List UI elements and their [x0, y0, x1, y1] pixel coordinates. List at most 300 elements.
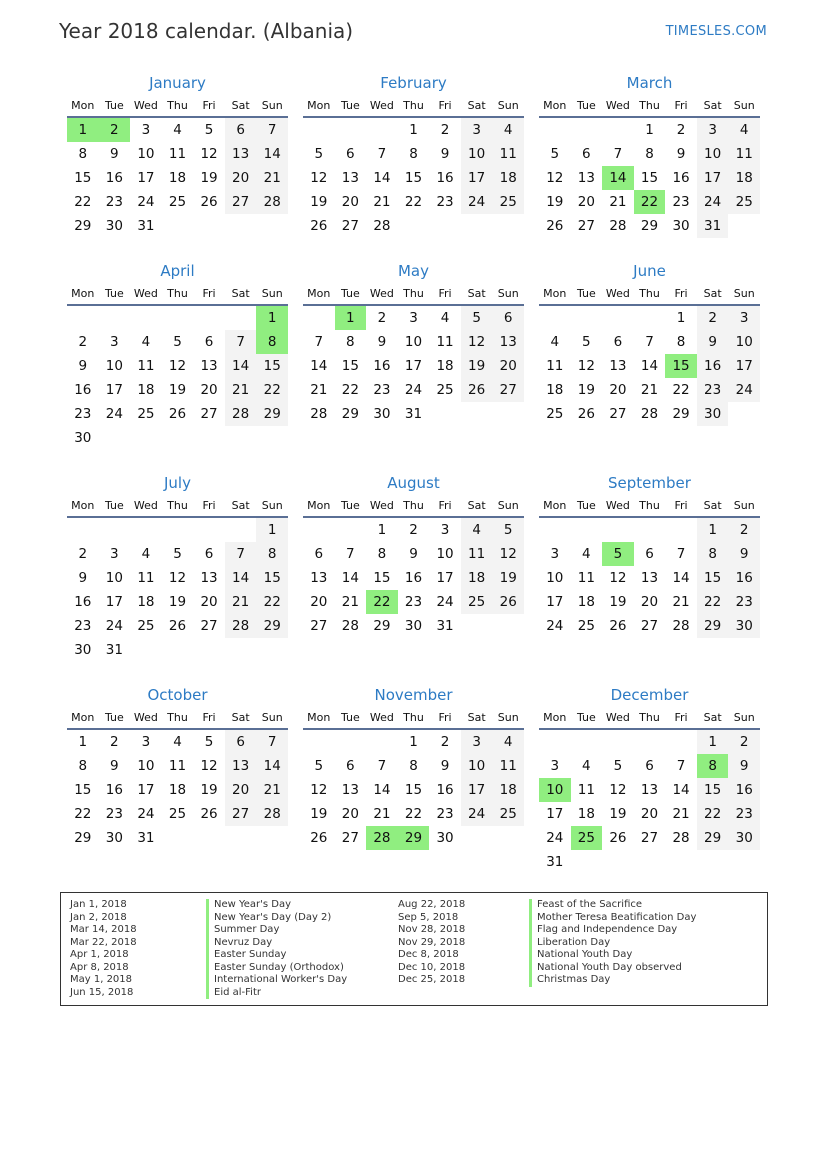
- day-cell[interactable]: 8: [377, 546, 387, 562]
- holiday-day-cell[interactable]: 1: [67, 118, 99, 142]
- day-cell[interactable]: 20: [225, 778, 257, 802]
- day-cell[interactable]: 19: [200, 782, 218, 798]
- day-cell[interactable]: 17: [137, 782, 155, 798]
- day-cell[interactable]: 8: [78, 146, 88, 162]
- day-cell[interactable]: 9: [409, 546, 418, 562]
- day-cell[interactable]: 23: [105, 194, 123, 210]
- day-cell[interactable]: 21: [640, 382, 659, 398]
- day-cell[interactable]: 19: [168, 594, 187, 610]
- day-cell[interactable]: 4: [173, 734, 182, 750]
- day-cell[interactable]: 19: [200, 170, 218, 186]
- day-cell[interactable]: 22: [74, 194, 92, 210]
- day-cell[interactable]: 6: [492, 306, 524, 330]
- day-cell[interactable]: 30: [105, 830, 123, 846]
- day-cell[interactable]: 25: [168, 194, 187, 210]
- day-cell[interactable]: 23: [728, 802, 760, 826]
- day-cell[interactable]: 9: [110, 758, 119, 774]
- day-cell[interactable]: 24: [728, 378, 760, 402]
- day-cell[interactable]: 8: [645, 146, 654, 162]
- day-cell[interactable]: 7: [225, 330, 257, 354]
- day-cell[interactable]: 14: [225, 354, 257, 378]
- day-cell[interactable]: 9: [676, 146, 686, 162]
- day-cell[interactable]: 18: [492, 778, 524, 802]
- day-cell[interactable]: 1: [409, 734, 418, 750]
- day-cell[interactable]: 7: [314, 334, 324, 350]
- day-cell[interactable]: 20: [225, 166, 257, 190]
- day-cell[interactable]: 5: [582, 334, 591, 350]
- day-cell[interactable]: 14: [373, 170, 391, 186]
- day-cell[interactable]: 9: [728, 754, 760, 778]
- day-cell[interactable]: 24: [546, 618, 564, 634]
- day-cell[interactable]: 25: [492, 190, 524, 214]
- day-cell[interactable]: 12: [310, 782, 328, 798]
- day-cell[interactable]: 10: [137, 758, 155, 774]
- day-cell[interactable]: 22: [672, 382, 690, 398]
- day-cell[interactable]: 18: [436, 358, 454, 374]
- day-cell[interactable]: 23: [672, 194, 690, 210]
- day-cell[interactable]: 17: [461, 166, 493, 190]
- day-cell[interactable]: 16: [74, 594, 92, 610]
- day-cell[interactable]: 10: [137, 146, 155, 162]
- day-cell[interactable]: 13: [200, 358, 218, 374]
- day-cell[interactable]: 29: [373, 618, 391, 634]
- day-cell[interactable]: 3: [550, 546, 560, 562]
- day-cell[interactable]: 3: [728, 306, 760, 330]
- day-cell[interactable]: 4: [173, 122, 182, 138]
- holiday-day-cell[interactable]: 5: [602, 542, 634, 566]
- day-cell[interactable]: 18: [137, 594, 155, 610]
- day-cell[interactable]: 18: [577, 806, 595, 822]
- day-cell[interactable]: 30: [404, 618, 423, 634]
- day-cell[interactable]: 28: [225, 614, 257, 638]
- day-cell[interactable]: 17: [105, 594, 123, 610]
- day-cell[interactable]: 29: [640, 218, 659, 234]
- day-cell[interactable]: 1: [676, 310, 686, 326]
- day-cell[interactable]: 15: [697, 566, 729, 590]
- day-cell[interactable]: 15: [256, 354, 288, 378]
- day-cell[interactable]: 23: [728, 590, 760, 614]
- day-cell[interactable]: 12: [461, 330, 493, 354]
- day-cell[interactable]: 16: [404, 570, 423, 586]
- day-cell[interactable]: 2: [409, 522, 418, 538]
- day-cell[interactable]: 16: [672, 170, 690, 186]
- day-cell[interactable]: 2: [697, 306, 729, 330]
- day-cell[interactable]: 21: [672, 594, 690, 610]
- day-cell[interactable]: 2: [110, 734, 119, 750]
- day-cell[interactable]: 15: [404, 170, 423, 186]
- day-cell[interactable]: 4: [141, 546, 151, 562]
- holiday-day-cell[interactable]: 22: [366, 590, 398, 614]
- day-cell[interactable]: 5: [550, 146, 560, 162]
- day-cell[interactable]: 30: [373, 406, 391, 422]
- day-cell[interactable]: 9: [110, 146, 119, 162]
- day-cell[interactable]: 19: [577, 382, 595, 398]
- day-cell[interactable]: 13: [225, 142, 257, 166]
- day-cell[interactable]: 28: [373, 218, 391, 234]
- day-cell[interactable]: 26: [168, 618, 187, 634]
- day-cell[interactable]: 8: [256, 542, 288, 566]
- day-cell[interactable]: 2: [676, 122, 686, 138]
- day-cell[interactable]: 1: [697, 730, 729, 754]
- day-cell[interactable]: 30: [74, 430, 92, 446]
- day-cell[interactable]: 13: [640, 570, 659, 586]
- day-cell[interactable]: 25: [492, 802, 524, 826]
- day-cell[interactable]: 23: [436, 806, 454, 822]
- day-cell[interactable]: 22: [697, 590, 729, 614]
- day-cell[interactable]: 1: [697, 518, 729, 542]
- day-cell[interactable]: 12: [609, 782, 627, 798]
- day-cell[interactable]: 20: [341, 194, 359, 210]
- day-cell[interactable]: 26: [577, 406, 595, 422]
- day-cell[interactable]: 16: [105, 782, 123, 798]
- day-cell[interactable]: 14: [225, 566, 257, 590]
- day-cell[interactable]: 8: [409, 146, 418, 162]
- day-cell[interactable]: 4: [141, 334, 151, 350]
- day-cell[interactable]: 24: [404, 382, 423, 398]
- day-cell[interactable]: 19: [609, 806, 627, 822]
- day-cell[interactable]: 14: [256, 142, 288, 166]
- day-cell[interactable]: 4: [728, 118, 760, 142]
- day-cell[interactable]: 20: [310, 594, 328, 610]
- day-cell[interactable]: 21: [373, 194, 391, 210]
- day-cell[interactable]: 27: [341, 830, 359, 846]
- day-cell[interactable]: 21: [373, 806, 391, 822]
- day-cell[interactable]: 4: [582, 546, 591, 562]
- day-cell[interactable]: 8: [676, 334, 686, 350]
- day-cell[interactable]: 20: [341, 806, 359, 822]
- day-cell[interactable]: 7: [645, 334, 654, 350]
- day-cell[interactable]: 3: [440, 522, 450, 538]
- holiday-day-cell[interactable]: 29: [398, 826, 430, 850]
- day-cell[interactable]: 25: [546, 406, 564, 422]
- day-cell[interactable]: 9: [377, 334, 387, 350]
- day-cell[interactable]: 11: [577, 782, 595, 798]
- day-cell[interactable]: 6: [225, 730, 257, 754]
- day-cell[interactable]: 12: [577, 358, 595, 374]
- holiday-day-cell[interactable]: 28: [366, 826, 398, 850]
- day-cell[interactable]: 26: [310, 218, 328, 234]
- day-cell[interactable]: 16: [74, 382, 92, 398]
- day-cell[interactable]: 29: [697, 614, 729, 638]
- day-cell[interactable]: 13: [492, 330, 524, 354]
- day-cell[interactable]: 4: [492, 118, 524, 142]
- day-cell[interactable]: 28: [256, 802, 288, 826]
- day-cell[interactable]: 2: [78, 334, 88, 350]
- day-cell[interactable]: 24: [436, 594, 454, 610]
- day-cell[interactable]: 10: [546, 570, 564, 586]
- day-cell[interactable]: 17: [436, 570, 454, 586]
- day-cell[interactable]: 22: [74, 806, 92, 822]
- day-cell[interactable]: 26: [609, 618, 627, 634]
- day-cell[interactable]: 1: [645, 122, 654, 138]
- day-cell[interactable]: 17: [461, 778, 493, 802]
- day-cell[interactable]: 14: [373, 782, 391, 798]
- day-cell[interactable]: 22: [256, 590, 288, 614]
- day-cell[interactable]: 30: [672, 218, 690, 234]
- day-cell[interactable]: 14: [640, 358, 659, 374]
- day-cell[interactable]: 14: [310, 358, 328, 374]
- day-cell[interactable]: 24: [461, 190, 493, 214]
- day-cell[interactable]: 16: [373, 358, 391, 374]
- day-cell[interactable]: 5: [613, 758, 623, 774]
- day-cell[interactable]: 15: [404, 782, 423, 798]
- day-cell[interactable]: 10: [105, 358, 123, 374]
- day-cell[interactable]: 31: [436, 618, 454, 634]
- day-cell[interactable]: 15: [341, 358, 359, 374]
- day-cell[interactable]: 25: [168, 806, 187, 822]
- day-cell[interactable]: 17: [137, 170, 155, 186]
- day-cell[interactable]: 8: [78, 758, 88, 774]
- day-cell[interactable]: 30: [436, 830, 454, 846]
- day-cell[interactable]: 19: [546, 194, 564, 210]
- day-cell[interactable]: 24: [105, 618, 123, 634]
- day-cell[interactable]: 29: [74, 830, 92, 846]
- day-cell[interactable]: 20: [609, 382, 627, 398]
- day-cell[interactable]: 23: [436, 194, 454, 210]
- day-cell[interactable]: 2: [440, 122, 450, 138]
- day-cell[interactable]: 12: [200, 758, 218, 774]
- day-cell[interactable]: 20: [492, 354, 524, 378]
- day-cell[interactable]: 10: [404, 334, 423, 350]
- day-cell[interactable]: 4: [461, 518, 493, 542]
- day-cell[interactable]: 9: [697, 330, 729, 354]
- day-cell[interactable]: 18: [546, 382, 564, 398]
- day-cell[interactable]: 30: [105, 218, 123, 234]
- day-cell[interactable]: 26: [609, 830, 627, 846]
- day-cell[interactable]: 7: [377, 146, 387, 162]
- day-cell[interactable]: 10: [697, 142, 729, 166]
- day-cell[interactable]: 27: [341, 218, 359, 234]
- day-cell[interactable]: 25: [461, 590, 493, 614]
- day-cell[interactable]: 11: [461, 542, 493, 566]
- day-cell[interactable]: 22: [697, 802, 729, 826]
- day-cell[interactable]: 23: [105, 806, 123, 822]
- day-cell[interactable]: 14: [256, 754, 288, 778]
- day-cell[interactable]: 30: [697, 402, 729, 426]
- day-cell[interactable]: 12: [168, 570, 187, 586]
- day-cell[interactable]: 10: [461, 142, 493, 166]
- day-cell[interactable]: 3: [110, 334, 119, 350]
- day-cell[interactable]: 26: [461, 378, 493, 402]
- day-cell[interactable]: 9: [728, 542, 760, 566]
- day-cell[interactable]: 4: [440, 310, 450, 326]
- day-cell[interactable]: 9: [440, 146, 450, 162]
- holiday-day-cell[interactable]: 1: [335, 306, 367, 330]
- day-cell[interactable]: 26: [310, 830, 328, 846]
- day-cell[interactable]: 7: [225, 542, 257, 566]
- day-cell[interactable]: 16: [728, 778, 760, 802]
- day-cell[interactable]: 30: [728, 826, 760, 850]
- day-cell[interactable]: 27: [225, 802, 257, 826]
- day-cell[interactable]: 7: [256, 730, 288, 754]
- day-cell[interactable]: 27: [577, 218, 595, 234]
- day-cell[interactable]: 5: [314, 758, 324, 774]
- day-cell[interactable]: 10: [105, 570, 123, 586]
- day-cell[interactable]: 20: [200, 382, 218, 398]
- day-cell[interactable]: 12: [168, 358, 187, 374]
- day-cell[interactable]: 29: [74, 218, 92, 234]
- day-cell[interactable]: 16: [697, 354, 729, 378]
- day-cell[interactable]: 24: [697, 190, 729, 214]
- day-cell[interactable]: 23: [74, 618, 92, 634]
- day-cell[interactable]: 13: [310, 570, 328, 586]
- day-cell[interactable]: 11: [168, 758, 187, 774]
- day-cell[interactable]: 28: [310, 406, 328, 422]
- day-cell[interactable]: 13: [225, 754, 257, 778]
- day-cell[interactable]: 27: [492, 378, 524, 402]
- day-cell[interactable]: 31: [105, 642, 123, 658]
- day-cell[interactable]: 29: [256, 614, 288, 638]
- day-cell[interactable]: 11: [577, 570, 595, 586]
- day-cell[interactable]: 27: [609, 406, 627, 422]
- day-cell[interactable]: 6: [582, 146, 591, 162]
- day-cell[interactable]: 5: [204, 122, 214, 138]
- day-cell[interactable]: 25: [436, 382, 454, 398]
- day-cell[interactable]: 1: [409, 122, 418, 138]
- brand-link[interactable]: TIMESLES.COM: [665, 24, 767, 39]
- day-cell[interactable]: 18: [577, 594, 595, 610]
- day-cell[interactable]: 19: [609, 594, 627, 610]
- day-cell[interactable]: 9: [440, 758, 450, 774]
- day-cell[interactable]: 19: [310, 194, 328, 210]
- day-cell[interactable]: 28: [672, 618, 690, 634]
- day-cell[interactable]: 28: [256, 190, 288, 214]
- day-cell[interactable]: 17: [546, 594, 564, 610]
- day-cell[interactable]: 22: [256, 378, 288, 402]
- day-cell[interactable]: 24: [137, 806, 155, 822]
- holiday-day-cell[interactable]: 25: [571, 826, 603, 850]
- day-cell[interactable]: 21: [256, 166, 288, 190]
- holiday-day-cell[interactable]: 8: [256, 330, 288, 354]
- day-cell[interactable]: 23: [373, 382, 391, 398]
- day-cell[interactable]: 14: [341, 570, 359, 586]
- day-cell[interactable]: 31: [137, 218, 155, 234]
- day-cell[interactable]: 16: [105, 170, 123, 186]
- day-cell[interactable]: 24: [105, 406, 123, 422]
- day-cell[interactable]: 6: [204, 546, 214, 562]
- day-cell[interactable]: 24: [546, 830, 564, 846]
- day-cell[interactable]: 9: [78, 570, 88, 586]
- day-cell[interactable]: 16: [436, 782, 454, 798]
- day-cell[interactable]: 26: [546, 218, 564, 234]
- day-cell[interactable]: 19: [310, 806, 328, 822]
- day-cell[interactable]: 23: [404, 594, 423, 610]
- day-cell[interactable]: 12: [609, 570, 627, 586]
- day-cell[interactable]: 31: [137, 830, 155, 846]
- day-cell[interactable]: 17: [105, 382, 123, 398]
- day-cell[interactable]: 10: [728, 330, 760, 354]
- day-cell[interactable]: 5: [173, 546, 182, 562]
- day-cell[interactable]: 29: [697, 826, 729, 850]
- day-cell[interactable]: 14: [672, 570, 690, 586]
- day-cell[interactable]: 6: [645, 758, 654, 774]
- holiday-day-cell[interactable]: 10: [539, 778, 571, 802]
- day-cell[interactable]: 2: [377, 310, 387, 326]
- day-cell[interactable]: 8: [697, 542, 729, 566]
- day-cell[interactable]: 15: [74, 782, 92, 798]
- day-cell[interactable]: 17: [404, 358, 423, 374]
- day-cell[interactable]: 20: [200, 594, 218, 610]
- day-cell[interactable]: 30: [728, 614, 760, 638]
- day-cell[interactable]: 5: [492, 518, 524, 542]
- day-cell[interactable]: 4: [550, 334, 560, 350]
- day-cell[interactable]: 6: [613, 334, 623, 350]
- day-cell[interactable]: 28: [609, 218, 627, 234]
- day-cell[interactable]: 1: [377, 522, 387, 538]
- day-cell[interactable]: 6: [346, 758, 355, 774]
- holiday-day-cell[interactable]: 15: [665, 354, 697, 378]
- day-cell[interactable]: 26: [168, 406, 187, 422]
- day-cell[interactable]: 1: [256, 518, 288, 542]
- day-cell[interactable]: 25: [577, 618, 595, 634]
- day-cell[interactable]: 16: [436, 170, 454, 186]
- day-cell[interactable]: 13: [609, 358, 627, 374]
- day-cell[interactable]: 28: [341, 618, 359, 634]
- day-cell[interactable]: 27: [310, 618, 328, 634]
- day-cell[interactable]: 28: [672, 830, 690, 846]
- day-cell[interactable]: 12: [546, 170, 564, 186]
- day-cell[interactable]: 31: [546, 854, 564, 870]
- day-cell[interactable]: 11: [492, 142, 524, 166]
- day-cell[interactable]: 11: [728, 142, 760, 166]
- day-cell[interactable]: 7: [676, 546, 686, 562]
- day-cell[interactable]: 27: [225, 190, 257, 214]
- day-cell[interactable]: 31: [404, 406, 423, 422]
- day-cell[interactable]: 2: [728, 730, 760, 754]
- day-cell[interactable]: 19: [461, 354, 493, 378]
- day-cell[interactable]: 11: [546, 358, 564, 374]
- day-cell[interactable]: 27: [200, 406, 218, 422]
- day-cell[interactable]: 28: [225, 402, 257, 426]
- day-cell[interactable]: 19: [168, 382, 187, 398]
- day-cell[interactable]: 29: [672, 406, 690, 422]
- day-cell[interactable]: 22: [341, 382, 359, 398]
- day-cell[interactable]: 26: [492, 590, 524, 614]
- day-cell[interactable]: 15: [697, 778, 729, 802]
- day-cell[interactable]: 21: [310, 382, 328, 398]
- day-cell[interactable]: 31: [697, 214, 729, 238]
- day-cell[interactable]: 18: [461, 566, 493, 590]
- holiday-day-cell[interactable]: 14: [602, 166, 634, 190]
- day-cell[interactable]: 7: [346, 546, 355, 562]
- day-cell[interactable]: 3: [550, 758, 560, 774]
- day-cell[interactable]: 5: [314, 146, 324, 162]
- day-cell[interactable]: 18: [492, 166, 524, 190]
- day-cell[interactable]: 8: [346, 334, 355, 350]
- day-cell[interactable]: 15: [74, 170, 92, 186]
- day-cell[interactable]: 1: [78, 734, 88, 750]
- day-cell[interactable]: 21: [672, 806, 690, 822]
- day-cell[interactable]: 28: [640, 406, 659, 422]
- day-cell[interactable]: 22: [404, 194, 423, 210]
- day-cell[interactable]: 23: [74, 406, 92, 422]
- day-cell[interactable]: 15: [373, 570, 391, 586]
- day-cell[interactable]: 10: [436, 546, 454, 562]
- day-cell[interactable]: 25: [728, 190, 760, 214]
- day-cell[interactable]: 21: [225, 590, 257, 614]
- day-cell[interactable]: 3: [697, 118, 729, 142]
- day-cell[interactable]: 11: [492, 754, 524, 778]
- day-cell[interactable]: 19: [492, 566, 524, 590]
- day-cell[interactable]: 13: [200, 570, 218, 586]
- day-cell[interactable]: 26: [200, 194, 218, 210]
- day-cell[interactable]: 11: [168, 146, 187, 162]
- day-cell[interactable]: 7: [676, 758, 686, 774]
- day-cell[interactable]: 2: [78, 546, 88, 562]
- day-cell[interactable]: 24: [461, 802, 493, 826]
- day-cell[interactable]: 4: [492, 730, 524, 754]
- day-cell[interactable]: 21: [225, 378, 257, 402]
